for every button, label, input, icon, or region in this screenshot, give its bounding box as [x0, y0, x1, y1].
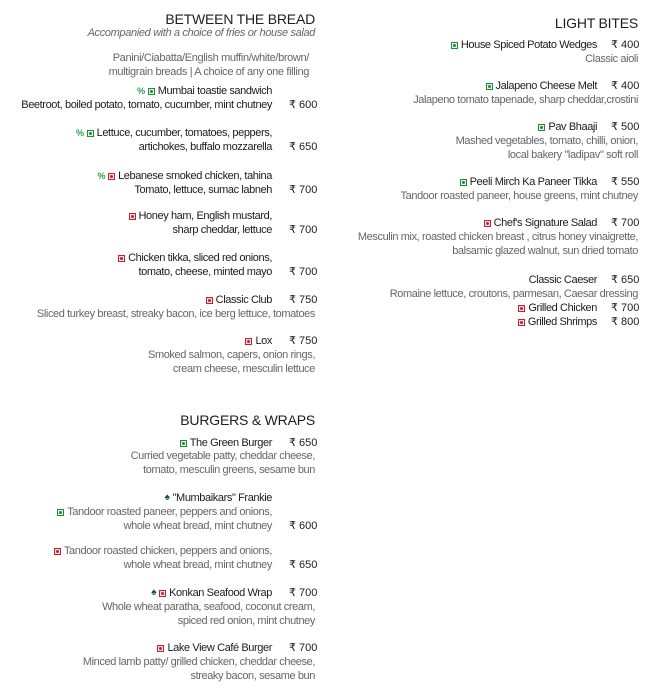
menu-item-name: [206, 293, 272, 307]
menu-item-name: [484, 216, 597, 230]
menu-item-price: ₹ 550: [611, 176, 640, 188]
menu-item-text: Curried vegetable patty, cheddar cheese,: [130, 450, 315, 462]
non-veg-icon: [206, 297, 213, 304]
menu-item-name: [538, 120, 597, 134]
menu-item-price: ₹ 750: [289, 294, 318, 306]
menu-item-text: cream cheese, mesculin lettuce: [172, 363, 315, 375]
menu-item-text: Mumbai toastie sandwich: [157, 85, 272, 97]
section-title-burgers-wraps: BURGERS & WRAPS: [180, 412, 315, 428]
menu-item-price: ₹ 400: [611, 80, 640, 92]
menu-item-name: [165, 491, 272, 505]
menu-item-text: Smoked salmon, capers, onion rings,: [148, 349, 315, 361]
menu-item-text: Chef's Signature Salad: [493, 217, 597, 229]
menu-item-text: Lebanese smoked chicken, tahina: [118, 170, 272, 182]
menu-item-text: streaky bacon, sesame bun: [190, 670, 315, 682]
menu-item-text: "Mumbaikars" Frankie: [172, 492, 272, 504]
menu-item-text: Konkan Seafood Wrap: [169, 587, 272, 599]
menu-item-text: Sliced turkey breast, streaky bacon, ice berg lettuce, tomatoes: [36, 308, 315, 320]
menu-item-text: Lake View Café Burger: [167, 642, 272, 654]
non-veg-icon: [118, 255, 125, 262]
menu-item-text: Classic Caeser: [528, 274, 597, 286]
menu-item-text: House Spiced Potato Wedges: [460, 39, 597, 51]
menu-item-text: sharp cheddar, lettuce: [172, 224, 272, 236]
menu-item-text: tomato, cheese, minted mayo: [138, 266, 272, 278]
menu-item-text: Classic aioli: [585, 53, 638, 65]
menu-item-name: [460, 175, 597, 189]
veg-icon: [57, 509, 64, 516]
menu-item-name: [129, 209, 273, 223]
menu-item-text: whole wheat bread, mint chutney: [123, 559, 272, 571]
spicy-icon: %: [76, 128, 84, 138]
menu-item-description: [37, 307, 315, 321]
menu-item-name: [486, 79, 597, 93]
menu-item-text: Jalapeno tomato tapenade, sharp cheddar,crostini: [413, 94, 638, 106]
veg-icon: [538, 124, 545, 131]
signature-dish-icon: ♠: [164, 492, 170, 503]
menu-item-text: Peeli Mirch Ka Paneer Tikka: [469, 176, 597, 188]
signature-dish-icon: ♠: [151, 587, 157, 598]
menu-item-description: [83, 655, 315, 669]
menu-item-text: Pav Bhaaji: [548, 121, 597, 133]
menu-item-name: [139, 265, 273, 279]
menu-item-text: artichokes, buffalo mozzarella: [138, 141, 272, 153]
menu-item-name: [134, 183, 272, 197]
menu-item-name: [518, 315, 597, 329]
menu-item-text: Grilled Shrimps: [527, 316, 597, 328]
menu-item-price: ₹ 700: [611, 302, 640, 314]
menu-item-description: [143, 463, 315, 477]
non-veg-icon: [245, 338, 252, 345]
non-veg-icon: [54, 548, 61, 555]
menu-item-text: Chicken tikka, sliced red onions,: [128, 252, 272, 264]
menu-item-description: [124, 558, 272, 572]
menu-item-text: local bakery "ladipav" soft roll: [507, 149, 638, 161]
menu-item-price: ₹ 700: [289, 184, 318, 196]
menu-item-name: [21, 98, 272, 112]
menu-item-text: Honey ham, English mustard,: [138, 210, 272, 222]
menu-item-description: [401, 189, 638, 203]
menu-item-name: [245, 334, 272, 348]
menu-item-text: Mashed vegetables, tomato, chilli, onion,: [455, 135, 638, 147]
menu-item-description: [190, 669, 315, 683]
menu-item-description: [131, 449, 315, 463]
menu-item-description: [585, 52, 638, 66]
menu-item-text: tomato, mesculin greens, sesame bun: [143, 464, 315, 476]
veg-icon: [460, 179, 467, 186]
menu-item-name: [137, 84, 272, 98]
non-veg-icon: [157, 645, 164, 652]
menu-item-description: [173, 362, 315, 376]
menu-item-name: [157, 641, 272, 655]
menu-item-price: ₹ 650: [289, 141, 318, 153]
menu-item-name: [451, 38, 597, 52]
veg-icon: [451, 42, 458, 49]
veg-icon: [87, 130, 94, 137]
menu-item-name: [76, 126, 272, 140]
menu-item-text: Romaine lettuce, croutons, parmesan, Caesar dressing: [389, 288, 638, 300]
menu-item-price: ₹ 650: [289, 559, 318, 571]
section-title-between-the-bread: BETWEEN THE BREAD: [165, 11, 315, 27]
veg-icon: [180, 440, 187, 447]
non-veg-icon: [108, 173, 115, 180]
menu-item-text: balsamic glazed walnut, sun dried tomato: [452, 245, 638, 257]
non-veg-icon: [159, 590, 166, 597]
menu-item-price: ₹ 800: [611, 316, 640, 328]
menu-item-description: [413, 93, 638, 107]
menu-item-text: whole wheat bread, mint chutney: [123, 520, 272, 532]
menu-item-name: [518, 301, 597, 315]
menu-item-text: spiced red onion, mint chutney: [177, 615, 315, 627]
non-veg-icon: [518, 319, 525, 326]
menu-item-name: [151, 586, 272, 600]
menu-item-description: [148, 348, 315, 362]
menu-item-price: ₹ 750: [289, 335, 318, 347]
menu-item-text: Jalapeno Cheese Melt: [495, 80, 597, 92]
menu-item-price: ₹ 700: [611, 217, 640, 229]
section-subtitle: Accompanied with a choice of fries or house salad: [87, 27, 315, 39]
menu-item-text: Mesculin mix, roasted chicken breast , citrus honey vinaigrette,: [357, 231, 638, 243]
menu-item-name: [529, 273, 597, 287]
menu-item-text: Classic Club: [215, 294, 272, 306]
spicy-icon: %: [137, 86, 145, 96]
bread-options-line-1: Panini/Ciabatta/English muffin/white/brown/: [112, 52, 309, 64]
menu-item-price: ₹ 650: [611, 274, 640, 286]
menu-item-text: Tandoor roasted paneer, house greens, mint chutney: [400, 190, 638, 202]
menu-item-name: [180, 436, 272, 450]
menu-item-text: Grilled Chicken: [528, 302, 597, 314]
non-veg-icon: [484, 220, 491, 227]
menu-item-text: Whole wheat paratha, seafood, coconut cream,: [102, 601, 315, 613]
veg-icon: [486, 83, 493, 90]
menu-item-text: Lettuce, cucumber, tomatoes, peppers,: [96, 127, 272, 139]
menu-item-text: Beetroot, boiled potato, tomato, cucumber, mint chutney: [21, 99, 272, 111]
menu-item-price: ₹ 700: [289, 224, 318, 236]
menu-item-text: Tandoor roasted paneer, peppers and onions,: [67, 506, 272, 518]
non-veg-icon: [129, 213, 136, 220]
menu-item-name: [118, 251, 272, 265]
menu-item-text: Tomato, lettuce, sumac labneh: [134, 184, 272, 196]
spicy-icon: %: [97, 171, 106, 181]
menu-item-description: [178, 614, 315, 628]
menu-item-description: [124, 519, 272, 533]
menu-item-price: ₹ 700: [289, 266, 318, 278]
menu-item-description: [57, 505, 272, 519]
menu-item-price: ₹ 650: [289, 437, 318, 449]
bread-options-line-2: multigrain breads | A choice of any one filling: [108, 66, 309, 78]
menu-item-description: [102, 600, 315, 614]
menu-item-text: Minced lamb patty/ grilled chicken, cheddar cheese,: [82, 656, 315, 668]
menu-item-price: ₹ 500: [611, 121, 640, 133]
menu-item-description: [456, 134, 638, 148]
menu-item-price: ₹ 600: [289, 99, 318, 111]
menu-item-name: [97, 169, 272, 183]
menu-item-description: [358, 230, 638, 244]
menu-item-name: [139, 140, 272, 154]
non-veg-icon: [518, 305, 525, 312]
menu-item-text: Lox: [255, 335, 272, 347]
veg-icon: [148, 88, 155, 95]
menu-item-description: [452, 244, 638, 258]
menu-item-text: Tandoor roasted chicken, peppers and onions,: [63, 545, 272, 557]
menu-item-price: ₹ 600: [289, 520, 318, 532]
menu-item-description: [54, 544, 272, 558]
menu-item-price: ₹ 400: [611, 39, 640, 51]
menu-item-description: [508, 148, 638, 162]
menu-item-text: The Green Burger: [189, 437, 272, 449]
section-title-light-bites: LIGHT BITES: [554, 15, 638, 31]
menu-item-description: [390, 287, 638, 301]
menu-item-price: ₹ 700: [289, 587, 318, 599]
menu-item-name: [173, 223, 272, 237]
menu-item-price: ₹ 700: [289, 642, 318, 654]
